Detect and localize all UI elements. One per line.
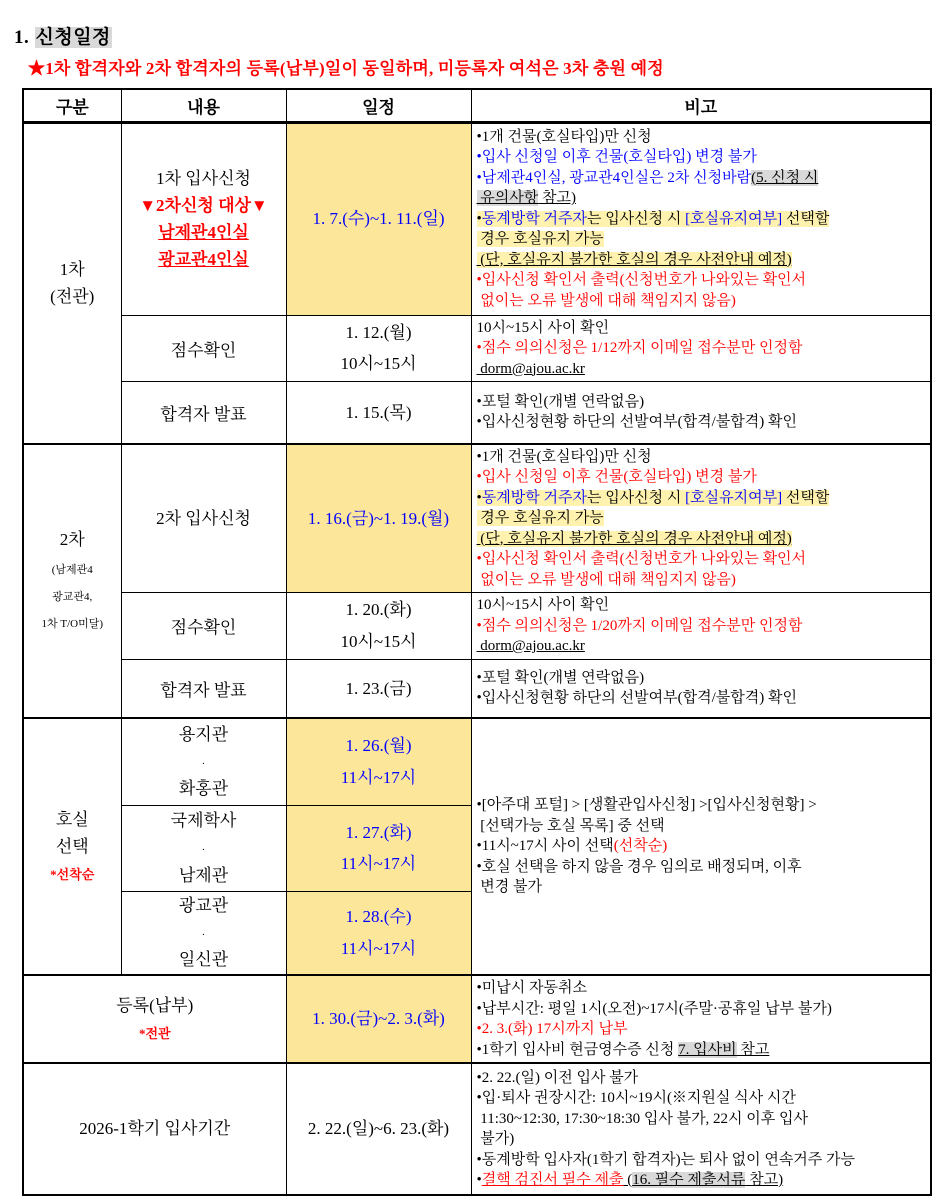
remarks-room-select-cell: •[아주대 포털] > [생활관입사신청] >[입사신청현황] > [선택가능 호실 목록] 중 선택 •11시~17시 사이 선택(선착순) •호실 선택을 하지 않을 경우 임의로 배정되며, 이후 변경 불가 — [471, 718, 931, 975]
content-2cha-score-cell: 점수확인 — [121, 593, 286, 660]
page-title — [14, 22, 112, 49]
row-1cha-result — [23, 382, 931, 444]
schedule-movein-period-cell: 2. 22.(일)~6. 23.(화) — [286, 1063, 471, 1195]
title-number: 1. — [14, 27, 35, 48]
remarks-2cha-apply-cell: •1개 건물(호실타입)만 신청 •입사 신청일 이후 건물(호실타입) 변경 불가 •동계방학 거주자는 입사신청 시 [호실유지여부] 선택할 경우 호실유지 가능 (단, 호실유지 불가한 호실의 경우 사전안내 예정) •입사신청 확인서 출력(신청번호가 나와있는 확인서 없이는 오류 발생에 대해 책임지지 않음) — [471, 444, 931, 593]
gubun-room-select-cell: 호실 선택 *선착순 — [23, 718, 121, 975]
schedule-registration-cell: 1. 30.(금)~2. 3.(화) — [286, 975, 471, 1063]
red-notice-line: ★1차 합격자와 2차 합격자의 등록(납부)일이 동일하며, 미등록자 여석은 3차 충원 예정 — [28, 59, 664, 78]
content-1cha-score-cell: 점수확인 — [121, 315, 286, 382]
content-room-select-1-cell: 용지관 · 화홍관 — [121, 718, 286, 805]
remarks-1cha-result-cell: •포털 확인(개별 연락없음) •입사신청현황 하단의 선발여부(합격/불합격) 확인 — [471, 382, 931, 444]
schedule-room-select-2-cell: 1. 27.(화) 11시~17시 — [286, 805, 471, 891]
remarks-movein-period-cell: •2. 22.(일) 이전 입사 불가 •입·퇴사 권장시간: 10시~19시(※지원실 식사 시간 11:30~12:30, 17:30~18:30 입사 불가, 22시 이후 입사 불가) •동계방학 입사자(1학기 합격자)는 퇴사 없이 연속거주 가능 •결핵 검진서 필수 제출 (16. 필수 제출서류 참고) — [471, 1063, 931, 1195]
schedule-room-select-1-cell: 1. 26.(월) 11시~17시 — [286, 718, 471, 805]
gubun-2cha-cell: 2차 (남제관4 광교관4, 1차 T/O미달) — [23, 444, 121, 719]
content-1cha-result-cell: 합격자 발표 — [121, 382, 286, 444]
schedule-1cha-apply-cell: 1. 7.(수)~1. 11.(일) — [286, 122, 471, 315]
row-1cha-apply — [23, 122, 931, 315]
schedule-table — [22, 88, 932, 1196]
remarks-1cha-apply-cell: •1개 건물(호실타입)만 신청 •입사 신청일 이후 건물(호실타입) 변경 불가 •남제관4인실, 광교관4인실은 2차 신청바람(5. 신청 시 유의사항 참고) •동계방학 거주자는 입사신청 시 [호실유지여부] 선택할 경우 호실유지 가능 (단, 호실유지 불가한 호실의 경우 사전안내 예정) •입사신청 확인서 출력(신청번호가 나와있는 확인서 없이는 오류 발생에 대해 책임지지 않음) — [471, 122, 931, 315]
content-2cha-result-cell: 합격자 발표 — [121, 659, 286, 718]
remarks-registration-cell: •미납시 자동취소 •납부시간: 평일 1시(오전)~17시(주말·공휴일 납부 불가) •2. 3.(화) 17시까지 납부 •1학기 입사비 현금영수증 신청 7. 입사비 참고 — [471, 975, 931, 1063]
header-gubun: 구분 — [23, 89, 121, 122]
schedule-1cha-result-cell: 1. 15.(목) — [286, 382, 471, 444]
content-2cha-apply-cell: 2차 입사신청 — [121, 444, 286, 593]
remarks-2cha-score-cell: 10시~15시 사이 확인 •점수 의의신청은 1/20까지 이메일 접수분만 인정함 dorm@ajou.ac.kr — [471, 593, 931, 660]
row-room-select-1 — [23, 718, 931, 805]
content-room-select-2-cell: 국제학사 · 남제관 — [121, 805, 286, 891]
label-movein-period-cell: 2026-1학기 입사기간 — [23, 1063, 286, 1195]
schedule-2cha-score-cell: 1. 20.(화) 10시~15시 — [286, 593, 471, 660]
content-1cha-apply-cell: 1차 입사신청 ▼2차신청 대상▼ 남제관4인실 광교관4인실 — [121, 122, 286, 315]
remarks-2cha-result-cell: •포털 확인(개별 연락없음) •입사신청현황 하단의 선발여부(합격/불합격) 확인 — [471, 659, 931, 718]
row-movein-period — [23, 1063, 931, 1195]
label-registration-cell: 등록(납부) *전관 — [23, 975, 286, 1063]
header-bigo: 비고 — [471, 89, 931, 122]
header-iljung: 일정 — [286, 89, 471, 122]
schedule-2cha-result-cell: 1. 23.(금) — [286, 659, 471, 718]
row-2cha-score — [23, 593, 931, 660]
table-header-row — [23, 89, 931, 122]
gubun-1cha-cell: 1차 (전관) — [23, 122, 121, 444]
schedule-room-select-3-cell: 1. 28.(수) 11시~17시 — [286, 891, 471, 975]
title-highlighted-text: 신청일정 — [35, 27, 111, 48]
row-registration — [23, 975, 931, 1063]
schedule-1cha-score-cell: 1. 12.(월) 10시~15시 — [286, 315, 471, 382]
row-2cha-result — [23, 659, 931, 718]
row-2cha-apply — [23, 444, 931, 593]
schedule-2cha-apply-cell: 1. 16.(금)~1. 19.(월) — [286, 444, 471, 593]
content-room-select-3-cell: 광교관 · 일신관 — [121, 891, 286, 975]
remarks-1cha-score-cell: 10시~15시 사이 확인 •점수 의의신청은 1/12까지 이메일 접수분만 인정함 dorm@ajou.ac.kr — [471, 315, 931, 382]
header-naeyong: 내용 — [121, 89, 286, 122]
row-1cha-score — [23, 315, 931, 382]
